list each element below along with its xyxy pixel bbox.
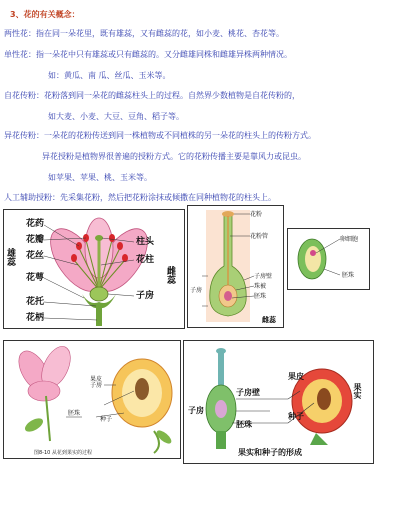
label-ovule: 胚珠	[342, 272, 355, 279]
label-ovary-wall-2: 子房壁	[236, 387, 260, 397]
label-seed: 种子	[100, 416, 113, 423]
label-egg-cell: 卵细胞	[340, 236, 359, 243]
text-line-self-pollination: 自花传粉：花粉落到同一朵花的雌蕊柱头上的过程。自然界少数植物是自花传粉的，	[4, 91, 300, 100]
label-ovule-2: 胚珠	[68, 410, 81, 417]
label-receptacle: 花托	[26, 297, 45, 307]
section-title: 3、花的有关概念：	[10, 10, 80, 19]
pistil-illustration	[188, 206, 283, 327]
text-line-cross-pollination: 异花传粉：一朵花的花粉传送到同一株植物或不同植株的另一朵花的柱头上的传粉方式。	[4, 131, 316, 140]
text-line-artificial: 人工辅助授粉：先采集花粉，然后把花粉涂抹或倾撒在同种植物花的柱头上。	[4, 193, 276, 202]
text-line-unisexual-example: 如：黄瓜、南 瓜、丝瓜、玉米等。	[48, 71, 171, 80]
label-pollen-tube: 花粉管	[250, 233, 269, 240]
label-anther: 花药	[26, 219, 45, 229]
label-integument: 珠被	[254, 283, 267, 290]
label-seed-2: 种子	[288, 411, 304, 421]
label-pericarp: 果皮	[90, 376, 103, 383]
caption-fruit-seed: 果实和种子的形成	[238, 447, 302, 457]
label-ovary: 子房	[136, 291, 155, 301]
label-fruit: 果实	[353, 383, 363, 399]
label-style: 花柱	[136, 255, 155, 265]
label-sepal: 花萼	[26, 273, 45, 283]
label-ovary-4: 子房	[188, 405, 204, 415]
ovule-diagram	[287, 228, 370, 290]
flower-structure-diagram	[3, 209, 185, 329]
caption-pistil: 雌蕊	[262, 315, 276, 324]
text-line-bisexual: 两性花：指在同一朵花里，既有雄蕊，又有雌蕊的花，如小麦、桃花、杏花等。	[4, 29, 284, 38]
label-pericarp-2: 果皮	[288, 371, 304, 381]
label-ovary-wall: 子房壁	[254, 273, 273, 280]
label-stigma: 柱头	[136, 237, 155, 247]
label-ovary-3: 子房	[90, 382, 103, 389]
label-stamen: 雄蕊	[5, 248, 15, 266]
label-pollen: 花粉	[250, 211, 263, 218]
ovule-illustration	[288, 229, 369, 289]
label-ovule-3: 胚珠	[236, 419, 252, 429]
text-line-cross-note: 异花授粉是植物界很普遍的授粉方式。它的花粉传播主要是靠风力或昆虫。	[42, 152, 306, 161]
caption-flower-to-fruit: 图8-10 从花到果实的过程	[34, 450, 92, 456]
fruit-seed-illustration	[184, 341, 373, 463]
pistil-section-diagram	[187, 205, 284, 328]
text-line-unisexual: 单性花：指一朵花中只有雄蕊或只有雌蕊的。又分雌雄同株和雌雄异株两种情况。	[4, 50, 292, 59]
label-pistil: 雌蕊	[165, 266, 175, 284]
label-embryo-sac: 胚珠	[254, 293, 267, 300]
flower-to-fruit-illustration	[4, 341, 180, 458]
label-petal: 花瓣	[26, 235, 45, 245]
label-filament: 花丝	[26, 251, 45, 261]
fruit-seed-formation-diagram	[183, 340, 374, 464]
flower-to-fruit-diagram	[3, 340, 181, 459]
text-line-cross-example: 如苹果、苹果、桃、玉米等。	[48, 173, 152, 182]
label-stalk: 花柄	[26, 313, 45, 323]
text-line-self-example: 如大麦、小麦、大豆、豆角、稻子等。	[48, 112, 184, 121]
label-ovary-2: 子房	[190, 287, 203, 294]
